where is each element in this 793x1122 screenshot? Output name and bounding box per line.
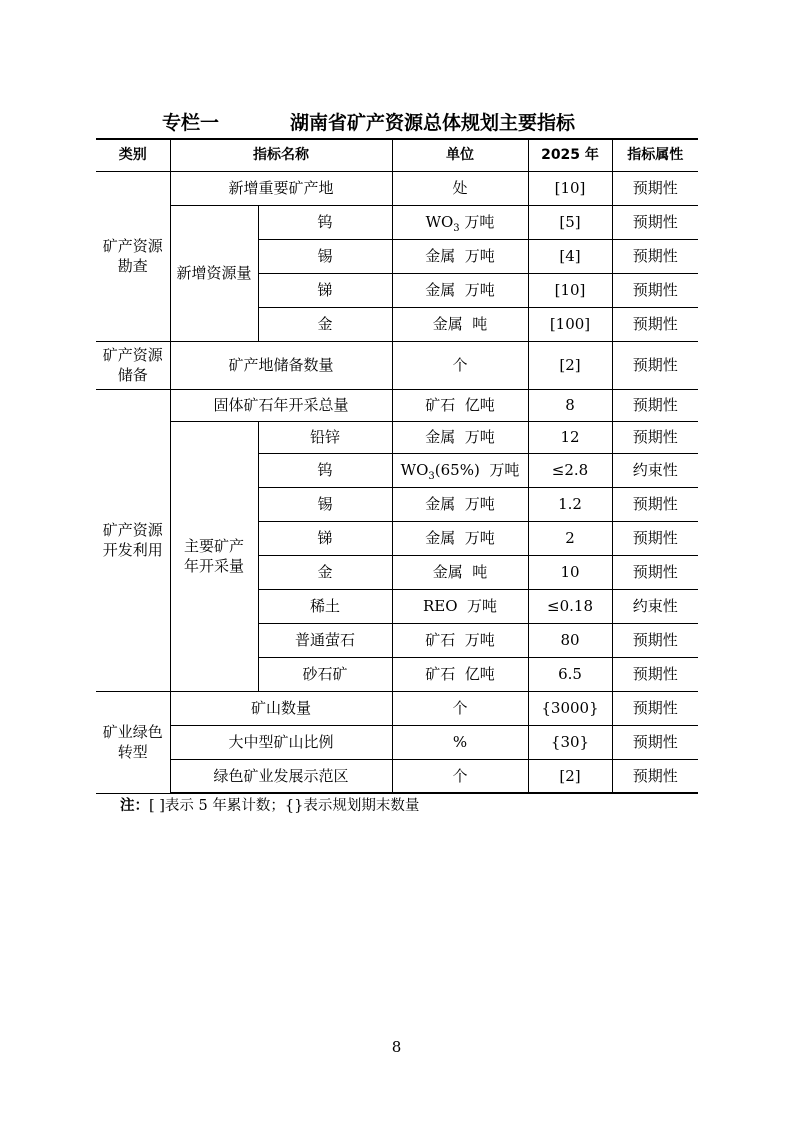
unit-cell: $WO_3(65\%)$ 万吨 — [392, 453, 528, 487]
indicator-name: 绿色矿业发展示范区 — [170, 759, 392, 793]
table-name: 湖南省矿产资源总体规划主要指标 — [290, 112, 576, 134]
category-cell: 矿产资源 储备 — [96, 341, 170, 389]
indicator-name: 固体矿石年开采总量 — [170, 389, 392, 421]
header-indicator: 指标名称 — [170, 139, 392, 171]
attribute-cell: 预期性 — [612, 521, 698, 555]
attribute-cell: 预期性 — [612, 389, 698, 421]
unit-cell: 个 — [392, 691, 528, 725]
mineral-name: 锡 — [258, 239, 392, 273]
value-cell: 2 — [528, 521, 612, 555]
value-cell: 12 — [528, 421, 612, 453]
indicator-name: 矿山数量 — [170, 691, 392, 725]
unit-cell: 矿石 亿吨 — [392, 389, 528, 421]
note-label: 注： — [120, 798, 149, 814]
unit-cell: 金属 万吨 — [392, 239, 528, 273]
category-cell: 矿业绿色 转型 — [96, 691, 170, 793]
value-cell: 1.2 — [528, 487, 612, 521]
attribute-cell: 预期性 — [612, 171, 698, 205]
header-category: 类别 — [96, 139, 170, 171]
value-cell: [10] — [528, 171, 612, 205]
attribute-cell: 预期性 — [612, 273, 698, 307]
attribute-cell: 预期性 — [612, 555, 698, 589]
table-row — [96, 691, 698, 725]
indicators-table — [96, 138, 698, 794]
mineral-name: 金 — [258, 307, 392, 341]
mineral-name: 金 — [258, 555, 392, 589]
attribute-cell: 预期性 — [612, 239, 698, 273]
group-cell: 新增资源量 — [170, 205, 258, 341]
unit-cell: 金属 万吨 — [392, 521, 528, 555]
table-row — [96, 341, 698, 389]
unit-cell: 个 — [392, 341, 528, 389]
indicator-name: 新增重要矿产地 — [170, 171, 392, 205]
attribute-cell: 预期性 — [612, 759, 698, 793]
value-cell: [5] — [528, 205, 612, 239]
attribute-cell: 预期性 — [612, 657, 698, 691]
unit-cell: REO 万吨 — [392, 589, 528, 623]
attribute-cell: 预期性 — [612, 487, 698, 521]
header-attribute: 指标属性 — [612, 139, 698, 171]
value-cell: 6.5 — [528, 657, 612, 691]
value-cell: [2] — [528, 759, 612, 793]
attribute-cell: 约束性 — [612, 589, 698, 623]
header-unit: 单位 — [392, 139, 528, 171]
group-cell: 主要矿产 年开采量 — [170, 421, 258, 691]
attribute-cell: 预期性 — [612, 725, 698, 759]
unit-cell: 矿石 万吨 — [392, 623, 528, 657]
table-row — [96, 389, 698, 421]
table-note — [120, 794, 419, 815]
value-cell: {30} — [528, 725, 612, 759]
unit-cell: 个 — [392, 759, 528, 793]
value-cell: ≤0.18 — [528, 589, 612, 623]
unit-cell: % — [392, 725, 528, 759]
unit-cell: 金属 万吨 — [392, 273, 528, 307]
unit-cell: 处 — [392, 171, 528, 205]
indicator-name: 大中型矿山比例 — [170, 725, 392, 759]
value-cell: 80 — [528, 623, 612, 657]
header-year: 2025 年 — [528, 139, 612, 171]
mineral-name: 铅锌 — [258, 421, 392, 453]
mineral-name: 锑 — [258, 273, 392, 307]
value-cell: [100] — [528, 307, 612, 341]
attribute-cell: 预期性 — [612, 307, 698, 341]
attribute-cell: 预期性 — [612, 205, 698, 239]
value-cell: [10] — [528, 273, 612, 307]
header-row — [96, 139, 698, 171]
attribute-cell: 预期性 — [612, 623, 698, 657]
mineral-name: 普通萤石 — [258, 623, 392, 657]
unit-cell: 金属 万吨 — [392, 421, 528, 453]
note-text: [ ]表示 5 年累计数；{}表示规划期末数量 — [149, 798, 420, 814]
mineral-name: 锡 — [258, 487, 392, 521]
unit-cell: 金属 吨 — [392, 555, 528, 589]
category-cell: 矿产资源 勘查 — [96, 171, 170, 341]
table-title — [162, 108, 642, 136]
attribute-cell: 预期性 — [612, 341, 698, 389]
mineral-name: 砂石矿 — [258, 657, 392, 691]
column-label: 专栏一 — [162, 112, 220, 134]
page-number: 8 — [391, 1038, 402, 1056]
category-cell: 矿产资源 开发利用 — [96, 389, 170, 691]
value-cell: 8 — [528, 389, 612, 421]
mineral-name: 钨 — [258, 453, 392, 487]
unit-cell: $WO_3$ 万吨 — [392, 205, 528, 239]
mineral-name: 钨 — [258, 205, 392, 239]
value-cell: ≤2.8 — [528, 453, 612, 487]
table-row — [96, 725, 698, 759]
table-row — [96, 205, 698, 239]
attribute-cell: 预期性 — [612, 421, 698, 453]
table-row — [96, 421, 698, 453]
value-cell: 10 — [528, 555, 612, 589]
unit-cell: 矿石 亿吨 — [392, 657, 528, 691]
mineral-name: 锑 — [258, 521, 392, 555]
attribute-cell: 约束性 — [612, 453, 698, 487]
value-cell: [2] — [528, 341, 612, 389]
indicator-name: 矿产地储备数量 — [170, 341, 392, 389]
attribute-cell: 预期性 — [612, 691, 698, 725]
mineral-name: 稀土 — [258, 589, 392, 623]
value-cell: {3000} — [528, 691, 612, 725]
unit-cell: 金属 吨 — [392, 307, 528, 341]
table-row — [96, 171, 698, 205]
value-cell: [4] — [528, 239, 612, 273]
unit-cell: 金属 万吨 — [392, 487, 528, 521]
table-row — [96, 759, 698, 793]
